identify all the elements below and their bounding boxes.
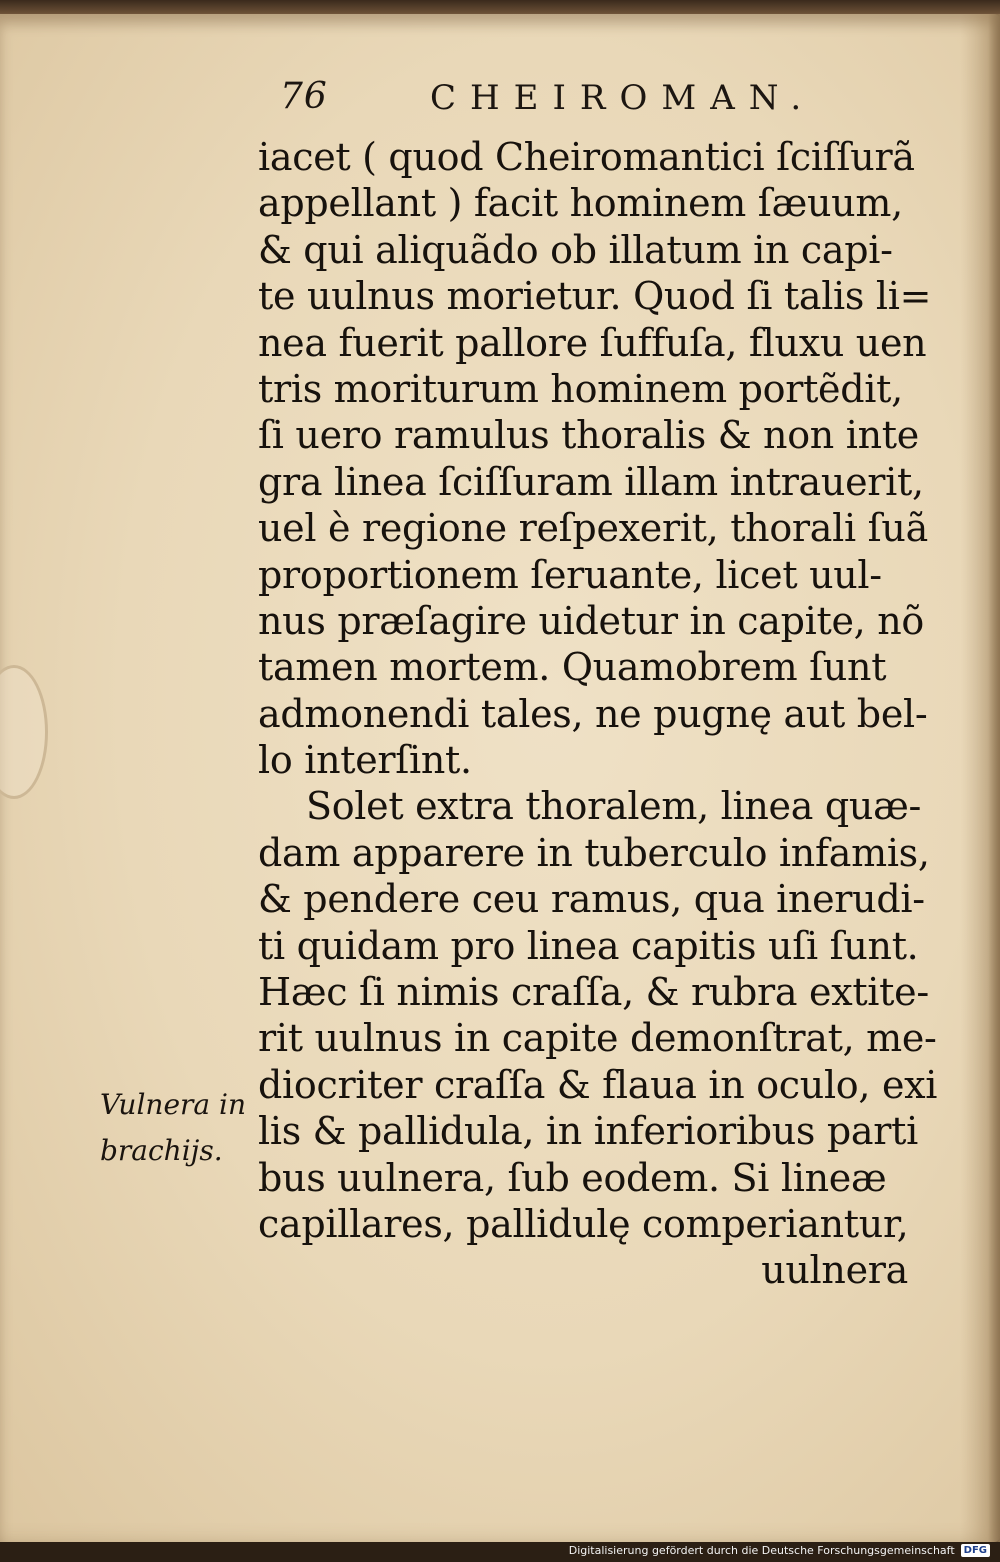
digitization-footer <box>569 1540 990 1560</box>
text-line: Hæc ſi nimis craſſa, & rubra extite- <box>258 970 929 1015</box>
text-line: iacet ( quod Cheiromantici ſciſſurã <box>258 135 915 179</box>
marginal-note-line: brachijs. <box>100 1134 223 1167</box>
text-line: uel è regione reſpexerit, thorali ſuã <box>258 506 928 551</box>
text-line: nea fuerit pallore ſuffuſa, fluxu uen <box>258 320 927 365</box>
text-line: appellant ) facit hominem ſæuum, <box>258 181 903 226</box>
text-line: gra linea ſciſſuram illam intrauerit, <box>258 459 924 504</box>
text-line: admonendi tales, ne pugnę aut bel- <box>258 691 928 736</box>
page-header <box>270 76 830 126</box>
text-line: ſi uero ramulus thoralis & non inte <box>258 413 919 458</box>
text-line: tris moriturum hominem portẽdit, <box>258 366 903 411</box>
text-line: & qui aliquãdo ob illatum in capi- <box>258 227 893 272</box>
text-line: & pendere ceu ramus, qua inerudi- <box>258 877 925 922</box>
dfg-logo-icon: DFG <box>961 1544 990 1557</box>
text-line: lis & pallidula, in inferioribus parti <box>258 1109 918 1154</box>
text-line: ti quidam pro linea capitis uſi ſunt. <box>258 923 919 968</box>
text-line: proportionem ſeruante, licet uul- <box>258 552 882 597</box>
text-line: lo interſint. <box>258 738 472 783</box>
catchword: uulnera <box>761 1248 908 1293</box>
text-line: rit uulnus in capite demonſtrat, me- <box>258 1016 937 1061</box>
page-number: 76 <box>280 76 328 117</box>
body-text <box>258 134 938 1294</box>
text-line: dam apparere in tuberculo infamis, <box>258 830 930 875</box>
text-line: nus præſagire uidetur in capite, nõ <box>258 598 924 643</box>
page-edge-shadow <box>960 14 1000 1542</box>
footer-credit: Digitalisierung gefördert durch die Deutsche Forschungsgemeinschaft <box>568 1543 955 1557</box>
marginal-note <box>100 1082 250 1174</box>
text-line: diocriter craſſa & flaua in oculo, exi <box>258 1062 938 1107</box>
paragraph-start-line: Solet extra thoralem, linea quæ- <box>306 784 922 829</box>
text-line: capillares, pallidulę comperiantur, <box>258 1201 909 1246</box>
marginal-note-line: Vulnera in <box>100 1088 246 1121</box>
running-title: CHEIROMAN. <box>430 78 816 118</box>
text-line: bus uulnera, ſub eodem. Si lineæ <box>258 1155 887 1200</box>
text-line: te uulnus morietur. Quod ſi talis li= <box>258 274 932 319</box>
text-line: tamen mortem. Quamobrem ſunt <box>258 645 887 690</box>
